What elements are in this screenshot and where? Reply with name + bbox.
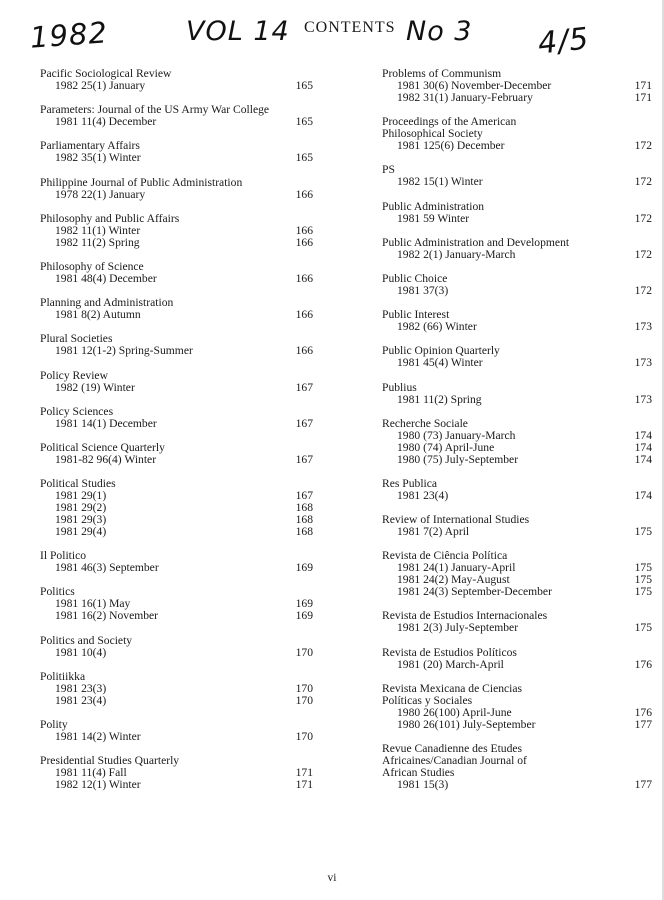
- issue-line: [40, 309, 313, 321]
- page-reference: 167: [295, 489, 313, 503]
- issue-line: [382, 719, 652, 731]
- page-reference: 165: [295, 115, 313, 129]
- journal-entry: [382, 514, 652, 538]
- page-reference: 174: [634, 488, 652, 502]
- issue-details: 1981 11(2) Spring: [397, 392, 482, 406]
- page-reference: 170: [295, 645, 313, 659]
- issue-details: 1981 8(2) Autumn: [55, 308, 141, 322]
- issue-details: 1981 23(4): [55, 693, 107, 707]
- journal-title: Polity: [40, 718, 68, 731]
- issue-details: 1981 7(2) April: [397, 525, 470, 539]
- issue-line: [40, 80, 313, 92]
- issue-line: [382, 526, 652, 538]
- issue-details: 1981 45(4) Winter: [397, 356, 483, 370]
- journal-entry: [40, 478, 313, 538]
- page-reference: 166: [295, 344, 313, 358]
- page-reference: 175: [634, 585, 652, 599]
- journal-title: Publius: [382, 380, 417, 394]
- page-reference: 170: [295, 730, 313, 743]
- journal-title: Planning and Administration: [40, 296, 174, 310]
- journal-title: PS: [382, 163, 395, 177]
- page-reference: 168: [295, 525, 313, 539]
- journal-title: Politiikka: [40, 669, 86, 683]
- journal-title: Political Studies: [40, 477, 116, 491]
- issue-line: [382, 622, 652, 634]
- journal-entry: [382, 550, 652, 598]
- journal-entry: [382, 647, 652, 671]
- issue-line: [382, 430, 652, 442]
- issue-line: [40, 273, 313, 285]
- issue-line: [382, 707, 652, 719]
- page-reference: 165: [295, 151, 313, 165]
- issue-details: 1982 (19) Winter: [55, 380, 135, 394]
- issue-line: [382, 357, 652, 369]
- issue-line: [40, 345, 313, 357]
- issue-line: [40, 562, 313, 574]
- journal-entry: [382, 382, 652, 406]
- journal-title: Proceedings of the American: [382, 115, 517, 129]
- issue-line: [40, 454, 313, 466]
- issue-line: [40, 237, 313, 249]
- page-reference: 167: [295, 452, 313, 466]
- page-reference: 166: [295, 308, 313, 322]
- issue-details: 1981 16(1) May: [55, 597, 131, 611]
- journal-entry: [40, 442, 313, 466]
- issue-details: 1981 29(2): [55, 501, 107, 515]
- page-reference: 175: [634, 525, 652, 539]
- issue-details: 1980 26(100) April-June: [397, 705, 512, 719]
- page-reference: 166: [295, 223, 313, 237]
- journal-entry: [40, 297, 313, 321]
- issue-details: 1980 (73) January-March: [397, 428, 516, 442]
- journal-title: Philosophy of Science: [40, 259, 144, 273]
- issue-details: 1980 (75) July-September: [397, 452, 519, 466]
- issue-details: 1978 22(1) January: [55, 187, 146, 201]
- page-reference: 166: [295, 271, 313, 285]
- page-reference: 173: [634, 392, 652, 406]
- issue-details: 1982 11(2) Spring: [55, 235, 140, 249]
- journal-title: African Studies: [382, 766, 455, 779]
- journal-entry: [40, 261, 313, 285]
- issue-line: [382, 285, 652, 297]
- page-reference: 174: [634, 428, 652, 442]
- issue-line: [40, 526, 313, 538]
- issue-details: 1982 2(1) January-March: [397, 247, 516, 261]
- page-reference: 172: [634, 175, 652, 189]
- journal-entry: [382, 273, 652, 297]
- page-reference: 170: [295, 693, 313, 707]
- issue-line: [382, 659, 652, 671]
- issue-line: [40, 382, 313, 394]
- page-reference: 171: [295, 766, 313, 780]
- issue-line: [382, 490, 652, 502]
- journal-entry: [382, 201, 652, 225]
- issue-details: 1981 125(6) December: [397, 139, 505, 153]
- issue-details: 1982 25(1) January: [55, 79, 146, 92]
- journal-entry: [382, 345, 652, 369]
- contents-right-column: [382, 68, 652, 803]
- journal-entry: [40, 68, 313, 92]
- journal-title: Policy Review: [40, 368, 108, 382]
- journal-entry: [382, 743, 652, 791]
- issue-details: 1981 37(3): [397, 283, 449, 297]
- page-reference: 177: [634, 717, 652, 731]
- journal-title: Revista de Ciência Política: [382, 549, 508, 563]
- journal-title: Policy Sciences: [40, 404, 114, 418]
- issue-details: 1982 31(1) January-February: [397, 91, 533, 104]
- issue-details: 1981-82 96(4) Winter: [55, 452, 157, 466]
- issue-details: 1982 15(1) Winter: [397, 175, 483, 189]
- issue-line: [40, 647, 313, 659]
- issue-line: [382, 586, 652, 598]
- journal-entry: [40, 671, 313, 707]
- issue-line: [382, 442, 652, 454]
- issue-line: [40, 189, 313, 201]
- issue-line: [382, 213, 652, 225]
- page-reference: 168: [295, 501, 313, 515]
- journal-title: Public Opinion Quarterly: [382, 344, 500, 358]
- page-reference: 174: [634, 452, 652, 466]
- journal-entry: [382, 683, 652, 731]
- journal-entry: [382, 164, 652, 188]
- page-reference: 176: [634, 705, 652, 719]
- issue-line: [40, 779, 313, 791]
- issue-details: 1980 26(101) July-September: [397, 717, 536, 731]
- page-title: CONTENTS: [304, 19, 396, 36]
- issue-details: 1981 24(2) May-August: [397, 573, 510, 587]
- issue-line: [40, 695, 313, 707]
- page-reference: 166: [295, 235, 313, 249]
- journal-entry: [382, 610, 652, 634]
- page-reference: 167: [295, 380, 313, 394]
- issue-line: [40, 152, 313, 164]
- page-reference: 170: [295, 681, 313, 695]
- issue-details: 1981 24(1) January-April: [397, 561, 516, 575]
- issue-details: 1981 2(3) July-September: [397, 621, 519, 635]
- journal-entry: [382, 237, 652, 261]
- issue-details: 1981 29(4): [55, 525, 107, 539]
- journal-title: Políticas y Sociales: [382, 693, 473, 707]
- journal-entry: [40, 104, 313, 128]
- issue-line: [382, 176, 652, 188]
- page-reference: 172: [634, 211, 652, 225]
- issue-details: 1981 15(3): [397, 778, 449, 791]
- handwritten-fraction: 4/5: [536, 21, 591, 62]
- journal-title: Philosophy and Public Affairs: [40, 211, 180, 225]
- journal-entry: [40, 177, 313, 201]
- issue-line: [40, 683, 313, 695]
- journal-title: Africaines/Canadian Journal of: [382, 754, 527, 767]
- journal-entry: [40, 719, 313, 743]
- issue-details: 1981 11(4) Fall: [55, 766, 127, 780]
- page-number: vi: [327, 872, 337, 884]
- journal-title: Problems of Communism: [382, 67, 502, 80]
- issue-details: 1981 10(4): [55, 645, 107, 659]
- issue-line: [40, 610, 313, 622]
- page-reference: 175: [634, 561, 652, 575]
- issue-details: 1981 24(3) September-December: [397, 585, 552, 599]
- journal-entry: [40, 635, 313, 659]
- page-reference: 171: [295, 778, 313, 792]
- page-reference: 171: [634, 91, 652, 104]
- journal-entry: [40, 755, 313, 791]
- issue-details: 1981 29(1): [55, 489, 107, 503]
- journal-entry: [40, 333, 313, 357]
- journal-title: Plural Societies: [40, 332, 113, 346]
- journal-title: Public Administration and Development: [382, 235, 570, 249]
- page-reference: 177: [634, 778, 652, 791]
- page-reference: 173: [634, 356, 652, 370]
- journal-title: Il Politico: [40, 549, 87, 563]
- issue-details: 1981 11(4) December: [55, 115, 157, 129]
- journal-title: Public Choice: [382, 271, 448, 285]
- issue-details: 1981 59 Winter: [397, 211, 470, 225]
- handwritten-year: 1982: [28, 15, 109, 55]
- journal-title: Politics and Society: [40, 633, 133, 647]
- issue-line: [382, 140, 652, 152]
- issue-details: 1982 35(1) Winter: [55, 151, 141, 165]
- contents-left-column: [40, 68, 313, 803]
- journal-title: Philosophical Society: [382, 127, 483, 141]
- handwritten-volume: VOL 14: [186, 16, 290, 47]
- issue-line: [40, 225, 313, 237]
- issue-details: 1982 (66) Winter: [397, 320, 477, 334]
- journal-title: Revista de Estudios Internacionales: [382, 609, 548, 623]
- journal-title: Revista Mexicana de Ciencias: [382, 681, 523, 695]
- page-reference: 174: [634, 440, 652, 454]
- journal-title: Public Interest: [382, 308, 450, 322]
- handwritten-issue-number: No 3: [406, 16, 473, 47]
- issue-line: [40, 731, 313, 743]
- issue-details: 1981 23(3): [55, 681, 107, 695]
- journal-entry: [40, 370, 313, 394]
- issue-details: 1981 29(3): [55, 513, 107, 527]
- journal-title: Revue Canadienne des Etudes: [382, 742, 523, 755]
- journal-entry: [382, 116, 652, 152]
- page-reference: 166: [295, 187, 313, 201]
- issue-line: [382, 249, 652, 261]
- page-reference: 167: [295, 416, 313, 430]
- page-reference: 171: [634, 79, 652, 92]
- issue-details: 1981 16(2) November: [55, 609, 159, 623]
- page-reference: 168: [295, 513, 313, 527]
- journal-entry: [382, 68, 652, 104]
- issue-details: 1981 48(4) December: [55, 271, 157, 285]
- issue-line: [382, 321, 652, 333]
- journal-title: Recherche Sociale: [382, 416, 468, 430]
- issue-details: 1982 11(1) Winter: [55, 223, 141, 237]
- page-reference: 172: [634, 139, 652, 153]
- issue-details: 1981 30(6) November-December: [397, 79, 552, 92]
- journal-title: Politics: [40, 585, 75, 599]
- issue-details: 1980 (74) April-June: [397, 440, 495, 454]
- page-reference: 169: [295, 609, 313, 623]
- page-reference: 169: [295, 561, 313, 575]
- journal-entry: [382, 418, 652, 466]
- page-reference: 169: [295, 597, 313, 611]
- page-reference: 172: [634, 247, 652, 261]
- issue-details: 1981 (20) March-April: [397, 657, 504, 671]
- issue-line: [40, 116, 313, 128]
- journal-title: Res Publica: [382, 476, 438, 490]
- journal-title: Presidential Studies Quarterly: [40, 754, 180, 768]
- journal-title: Parliamentary Affairs: [40, 139, 140, 153]
- journal-title: Revista de Estudios Políticos: [382, 645, 517, 659]
- issue-details: 1981 12(1-2) Spring-Summer: [55, 344, 193, 358]
- issue-details: 1981 14(2) Winter: [55, 730, 141, 743]
- issue-line: [382, 454, 652, 466]
- issue-details: 1981 23(4): [397, 488, 449, 502]
- issue-details: 1982 12(1) Winter: [55, 778, 141, 792]
- page-reference: 175: [634, 573, 652, 587]
- page-reference: 173: [634, 320, 652, 334]
- issue-line: [382, 779, 652, 791]
- issue-details: 1981 14(1) December: [55, 416, 157, 430]
- journal-entry: [382, 309, 652, 333]
- journal-entry: [40, 213, 313, 249]
- journal-title: Political Science Quarterly: [40, 440, 165, 454]
- journal-entry: [40, 550, 313, 574]
- journal-entry: [382, 478, 652, 502]
- journal-title: Philippine Journal of Public Administration: [40, 175, 243, 189]
- page-reference: 176: [634, 657, 652, 671]
- issue-details: 1981 46(3) September: [55, 561, 159, 575]
- issue-line: [382, 394, 652, 406]
- journal-entry: [40, 140, 313, 164]
- journal-entry: [40, 586, 313, 622]
- journal-title: Parameters: Journal of the US Army War College: [40, 103, 270, 117]
- journal-title: Pacific Sociological Review: [40, 67, 172, 80]
- page-reference: 165: [295, 79, 313, 92]
- journal-title: Public Administration: [382, 199, 485, 213]
- issue-line: [40, 418, 313, 430]
- page-reference: 175: [634, 621, 652, 635]
- journal-entry: [40, 406, 313, 430]
- issue-line: [382, 92, 652, 104]
- page-reference: 172: [634, 283, 652, 297]
- journal-title: Review of International Studies: [382, 513, 530, 527]
